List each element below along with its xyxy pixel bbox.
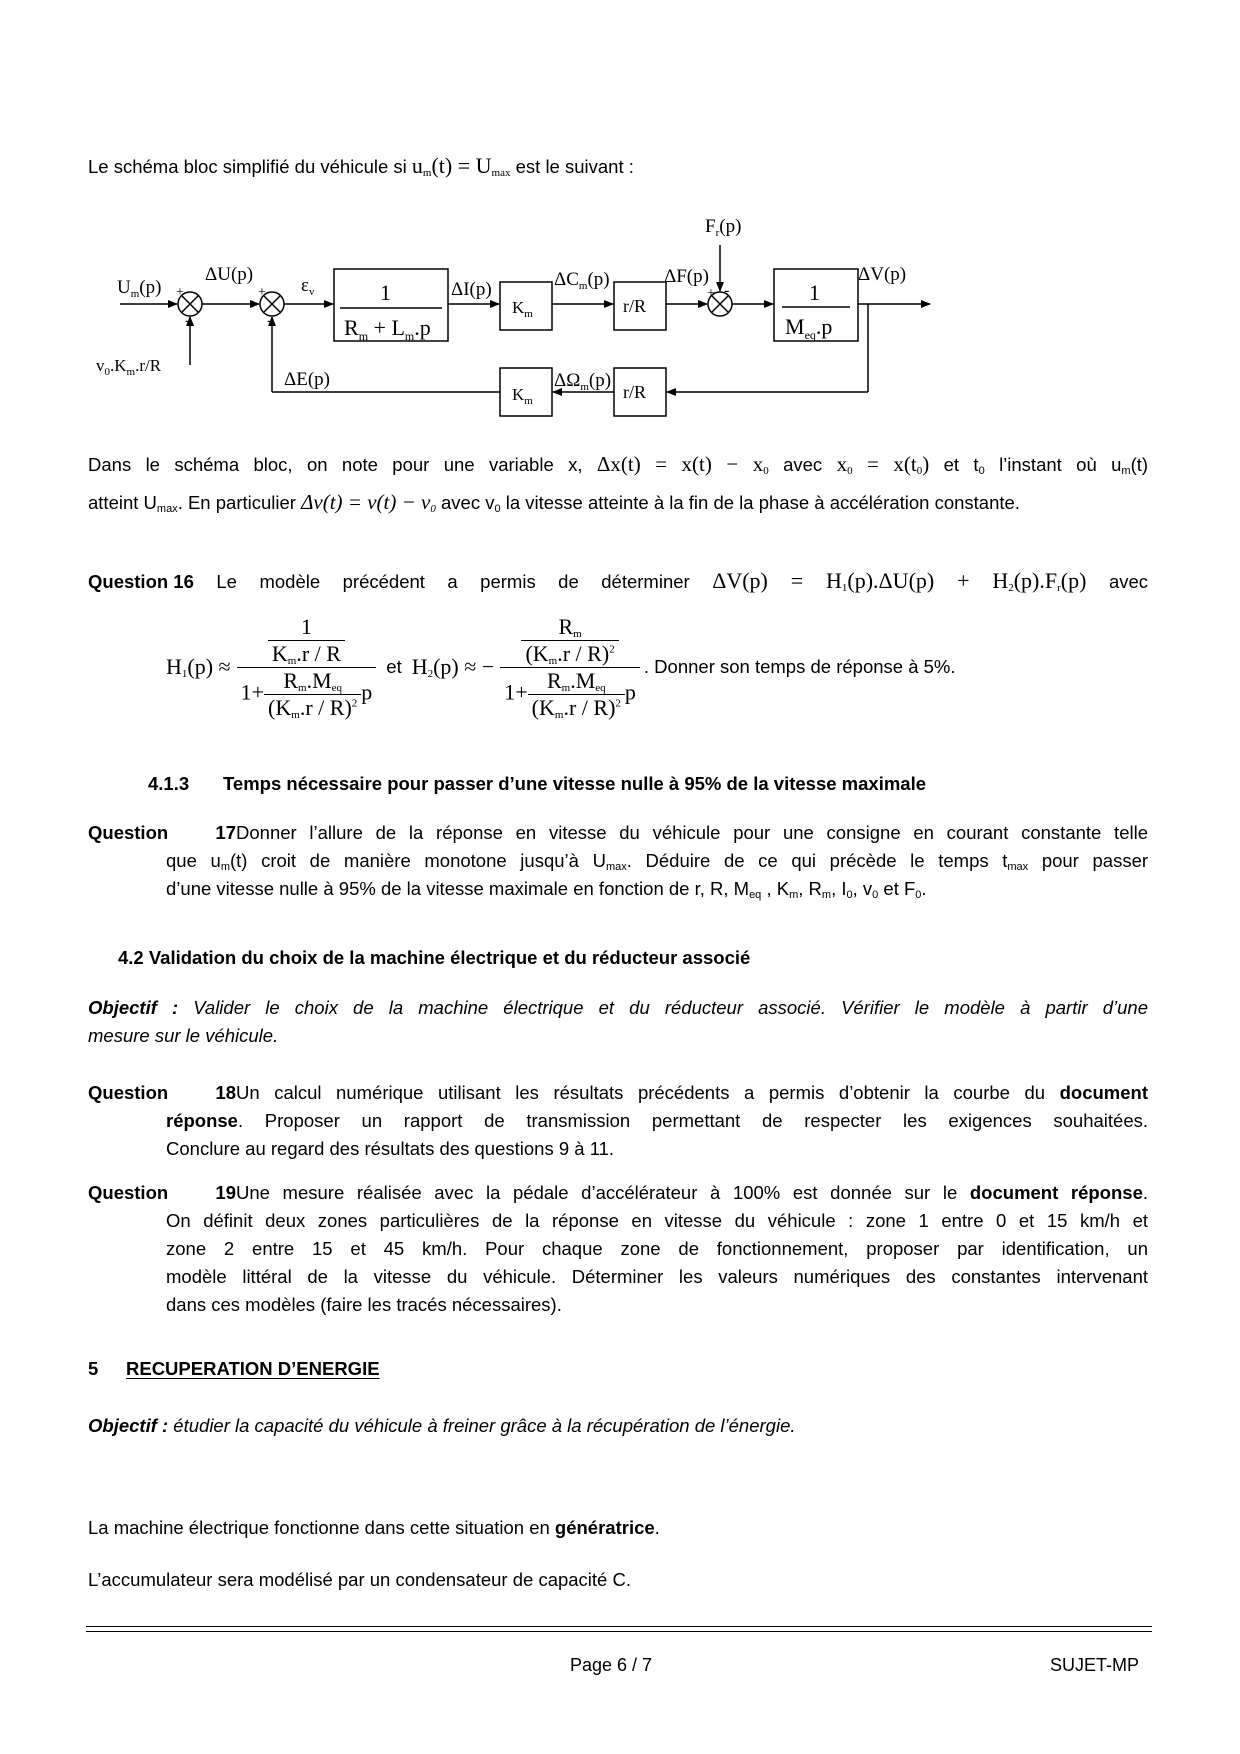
para1-line1: Dans le schéma bloc, on note pour une variable x, $\Delta x(t) = x(t) - x_0$ avec $x_0 = x(t_0)$ et $t_0$ l’instant où $u_m(t)$ (88, 452, 1149, 477)
block-km-bottom-label: $K_m$ (512, 385, 533, 407)
para-generatrice: La machine électrique fonctionne dans cette situation en génératrice. (88, 1517, 660, 1538)
intro-formula: $u_m(t) = U_{max}$ (411, 153, 511, 179)
label-du: ΔU(p) (205, 264, 254, 285)
block1-numerator: 1 (380, 280, 391, 305)
para-accumulateur: L’accumulateur sera modélisé par un condensateur de capacité C. (88, 1569, 631, 1590)
document-ref: SUJET-MP (1050, 1655, 1140, 1675)
block-km-bottom (500, 368, 552, 416)
label-di: ΔI(p) (451, 279, 492, 300)
h1-label: $H_1(p)$ ≈ (166, 654, 231, 680)
sign-minus-1: - (185, 312, 191, 329)
h2-label: $H_2(p)$ ≈ − (411, 654, 495, 680)
label-de: ΔE(p) (284, 369, 330, 390)
para1-line2: atteint $U_{max}$. En particulier $\Delta v(t) = v(t) - v_0$ avec $v_0$ la vitesse atteinte à la fin de la phase à accélération constante. (88, 490, 1020, 515)
h2-fraction: $\frac{R_m}{(K_m.r / R)^2}$ 1+ $\frac{R_m.M_{eq}}{(K_m.r / R)^2}$ p (500, 614, 640, 721)
label-eps: $\varepsilon_v$ (301, 275, 315, 298)
block-diagram (0, 205, 1240, 425)
page-number: Page 6 / 7 (570, 1655, 653, 1675)
sign-minus-2: - (267, 312, 273, 329)
h1-fraction: $\frac{1}{K_m.r / R}$ 1+ $\frac{R_m.M_{eq}}{(K_m.r / R)^2}$ p (237, 614, 377, 721)
objective-1: Objectif : Valider le choix de la machine électrique et du réducteur associé. Vérifier le modèle à partir d’une mesure sur le véhicule. (88, 997, 1148, 1046)
block-km-top-label: $K_m$ (512, 298, 533, 320)
q16-label: Question 16 (88, 571, 194, 592)
q17-block: Question 17Donner l’allure de la réponse en vitesse du véhicule pour une consigne en courant constante telle que $u_m(t)$ croit de manière monotone jusqu’à $U_{max}$. Déduire de ce qui précède le temps $t_{max}$ pour passer d’une vitesse nulle à 95% de la vitesse maximale en fonction de r, R, $M_{eq}$ , $K_m$, $R_m$, $I_0$, $v_0$ et $F_0$. (88, 819, 1148, 903)
q16-line1: Question 16 Le modèle précédent a permis de déterminer $\Delta V(p) = H_1(p).\Delta U(p) + H_2(p).F_r(p)$ avec (88, 568, 1149, 594)
q17-label: Question 17 (88, 822, 236, 843)
footer-rule-bottom (86, 1631, 1152, 1632)
footer-rule-top (86, 1626, 1152, 1627)
intro-text: Le schéma bloc simplifié du véhicule si (88, 156, 407, 177)
block2-numerator: 1 (809, 280, 820, 305)
q16-formulas (166, 598, 956, 736)
block1-denominator: $R_m + L_m.p$ (344, 315, 431, 343)
block-rr-top-label: r/R (623, 296, 647, 316)
q16-tail: . Donner son temps de réponse à 5%. (643, 656, 956, 677)
block-rr-bottom-label: r/R (623, 382, 647, 402)
label-df: ΔF(p) (664, 266, 709, 287)
label-dv: ΔV(p) (858, 264, 907, 285)
sign-plus-2: + (258, 285, 266, 300)
q19-block: Question 19Une mesure réalisée avec la pédale d’accélérateur à 100% est donnée sur le document réponse. On définit deux zones particulières de la réponse en vitesse du véhicule : zone 1 entre 0 et 15 km/h et zone 2 entre 15 et 45 km/h. Pour chaque zone de fonctionnement, proposer par identification, un modèle littéral de la vitesse du véhicule. Déterminer les valeurs numériques des constantes intervenant dans ces modèles (faire les tracés nécessaires). (88, 1179, 1148, 1319)
label-um: $U_m(p)$ (117, 277, 162, 300)
heading-4-1-3: 4.1.3 Temps nécessaire pour passer d’une vitesse nulle à 95% de la vitesse maximale (148, 773, 927, 794)
q18-block: Question 18Un calcul numérique utilisant les résultats précédents a permis d’obtenir la courbe du document réponse. Proposer un rapport de transmission permettant de respecter les exigences souhaitées. Conclure au regard des résultats des questions 9 à 11. (88, 1079, 1148, 1163)
q18-label: Question 18 (88, 1082, 236, 1103)
intro-text-end: est le suivant : (515, 156, 634, 177)
label-fr: $F_r(p)$ (705, 216, 742, 239)
sign-plus-1: + (176, 285, 184, 300)
block-km-top (500, 282, 552, 330)
block2-denominator: $M_{eq}.p$ (785, 314, 833, 342)
heading-4-2: 4.2 Validation du choix de la machine électrique et du réducteur associé (118, 947, 751, 968)
sign-plus-3: + (707, 286, 715, 301)
label-dom: $\Delta\Omega_m(p)$ (554, 370, 612, 393)
intro-line (88, 152, 1148, 181)
q19-label: Question 19 (88, 1182, 236, 1203)
q16-et: et (386, 656, 402, 677)
objective-2: Objectif : étudier la capacité du véhicule à freiner grâce à la récupération de l’énergie. (88, 1415, 796, 1436)
heading-5: 5 RECUPERATION D’ENERGIE (88, 1358, 380, 1379)
sign-minus-3: - (724, 282, 730, 299)
label-dcm: $\Delta C_m(p)$ (554, 269, 610, 292)
label-v0: $v_0.K_m.r/R$ (96, 356, 162, 378)
